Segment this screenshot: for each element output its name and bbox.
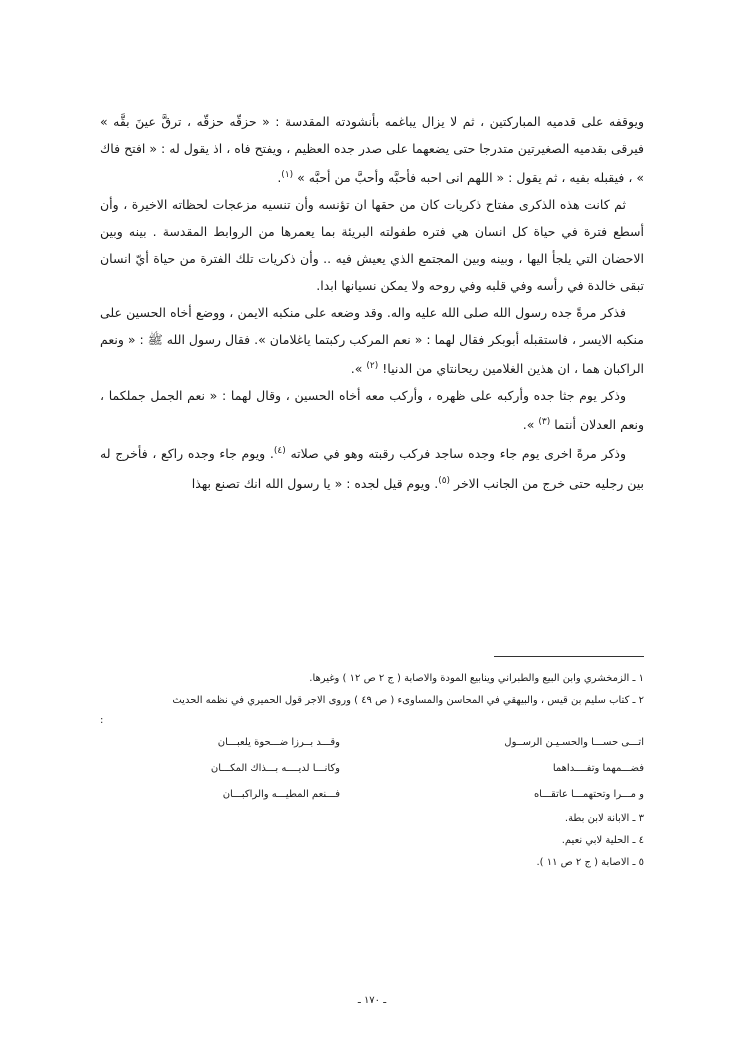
paragraph-1: ويوقفه على قدميه المباركتين ، ثم لا يزال يباغمه بأنشودته المقدسة : « حزقّه حزقّه ، ترقَّ عينَ بقَّه » فيرقى بقدميه الصغيرتين متدرجا حتى يضعهما على صدر جده العظيم ، ويفتح فاه ، اذ يقول له : « افتح فاك » ، فيقبله بفيه ، ثم يقول : « اللهم انى احبه فأحبَّه وأحبَّ من أحبَّه » $^{(١)}$. (100, 114, 644, 186)
footnote-4: ٤ ـ الحلية لابي نعيم. (561, 835, 644, 846)
footnote-ref-1: (١) (281, 170, 294, 180)
poem-hemistich: فـــنعم المطيـــه والراكبـــان (222, 789, 340, 800)
footnotes (100, 668, 644, 874)
poem-verse (100, 730, 644, 756)
footnote-2-colon: : (100, 715, 104, 726)
footnote-3: ٣ ـ الابانة لابن بطة. (564, 813, 644, 824)
poem (100, 730, 644, 808)
paragraph-3: فذكر مرةً جده رسول الله صلى الله عليه واله. وقد وضعه على منكبه الايمن ، ووضع أخاه الحسين على منكبه الايسر ، فاستقبله أبوبكر فقال لهما : « نعم المركب ركبتما ياغلامان ». فقال رسول الله ﷺ : « ونعم الراكبان هما ، ان هذين الغلامين ريحانتاي من الدنيا! $^{(٢)}$ ». (100, 305, 644, 377)
footnote-ref-4: (٤) (273, 446, 286, 457)
footnote-5: ٥ ـ الاصابة ( ج ٢ ص ١١ ). (536, 857, 644, 868)
poem-verse (100, 756, 644, 782)
paragraph-4: وذكر يوم جثا جده وأركبه على ظهره ، وأركب معه أخاه الحسين ، وقال لهما : « نعم الجمل جملكما ، ونعم العدلان أنتما $^{(٣)}$ ». (100, 388, 644, 433)
poem-hemistich: اتـــى حســـا والحسـيـن الرســول (504, 737, 644, 748)
poem-verse (100, 782, 644, 808)
paragraph-2: ثم كانت هذه الذكرى مفتاح ذكريات كان من حقها ان تؤنسه وأن تنسيه مزعجات لحظاته الاخيرة ، وأن أسطع فترة في حياة كل انسان هي فتره طفولته البريئة بما يعمرها من الروابط المقدسة . بينه وبين الاحضان التي يلجأ اليها ، وبينه وبين المجتمع الذي يعيش فيه .. وأن ذكريات تلك الفترة من حياة أيّ انسان تبقى خالدة في رأسه وفي قلبه وفي روحه ولا يمكن نسيانها ابدا. (100, 197, 644, 294)
footnote-ref-3: (٣) (538, 417, 551, 428)
main-text (100, 108, 644, 497)
footnote-1: ١ ـ الزمخشري وابن البيع والطبراني وينابيع المودة والاصابة ( ج ٢ ص ١٢ ) وغيرها. (309, 673, 644, 684)
footnote-2: ٢ ـ كتاب سليم بن قيس ، والبيهقي في المحاسن والمساوىء ( ص ٤٩ ) وروى الاجر قول الحميري في نظمه الحديث (172, 695, 644, 706)
page-number: ـ ١٧٠ ـ (357, 995, 387, 1006)
poem-hemistich: وقـــد بــرزا ضـــحوة يلعبـــان (217, 737, 340, 748)
poem-hemistich: فضـــمهما وتفــــداهما (552, 763, 644, 774)
poem-hemistich: وكانـــا لديــــه بـــذاك المكـــان (210, 763, 340, 774)
footnote-ref-2: (٢) (366, 361, 379, 372)
footnote-ref-5: (٥) (438, 475, 451, 486)
poem-hemistich: و مـــرا وتحتهمـــا عاتقـــاه (533, 789, 644, 800)
footnote-divider (494, 656, 644, 657)
paragraph-5: وذكر مرةً اخرى يوم جاء وجده ساجد فركب رقبته وهو في صلاته $^{(٤)}$. ويوم جاء وجده راكع ، فأخرج له بين رجليه حتى خرج من الجانب الاخر $^{(٥)}$. ويوم قيل لجده : « يا رسول الله انك تصنع بهذا (100, 446, 644, 491)
